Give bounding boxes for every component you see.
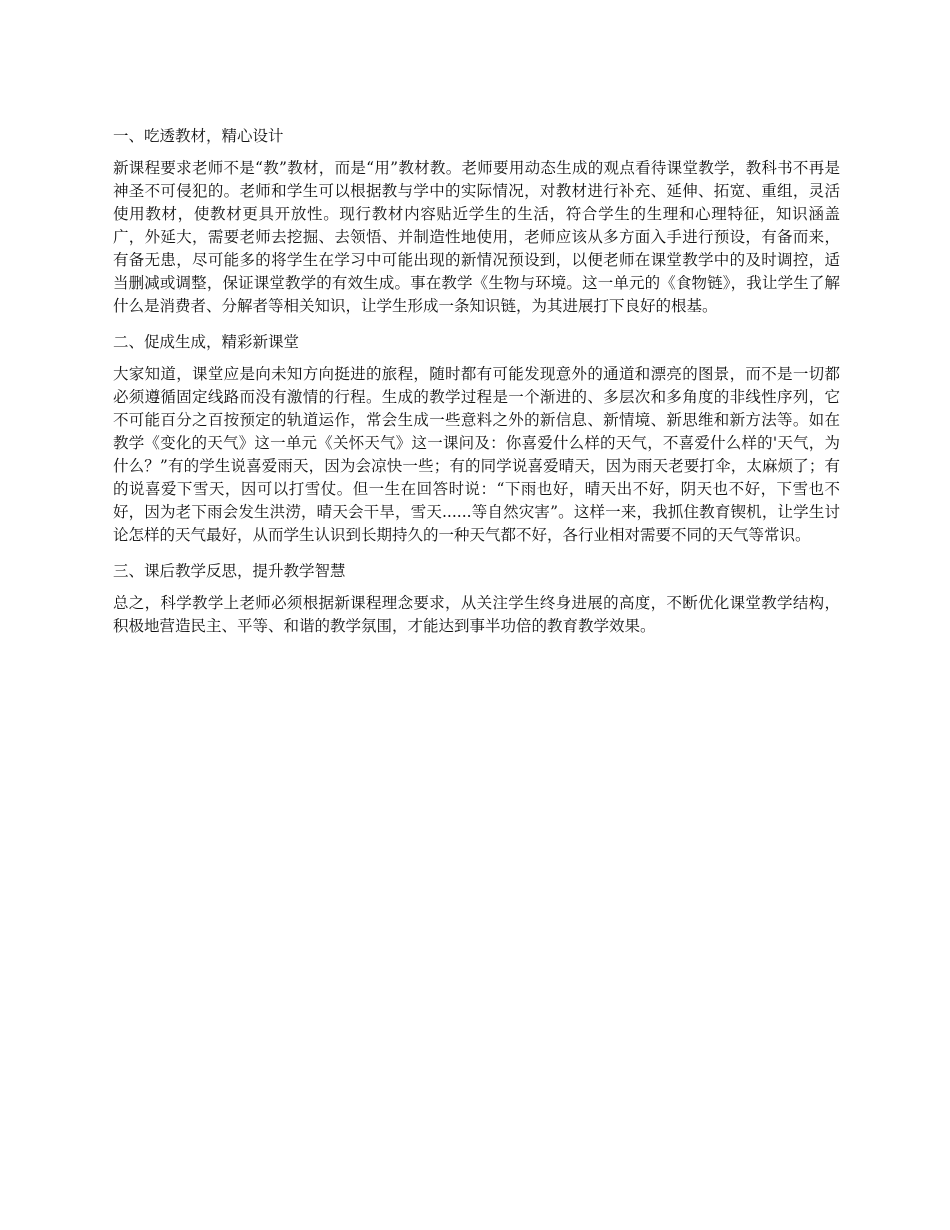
section-heading: 一、吃透教材，精心设计 <box>113 127 284 145</box>
section-paragraph: 新课程要求老师不是“教”教材，而是“用”教材教。老师要用动态生成的观点看待课堂教学，教科书不再是神圣不可侵犯的。老师和学生可以根据教与学中的实际情况，对教材进行补充、延伸、拓宽、重组，灵活使用教材，使教材更具开放性。现行教材内容贴近学生的生活，符合学生的生理和心理特征，知识涵盖广，外延大，需要老师去挖掘、去领悟、并制造性地使用，老师应该从多方面入手进行预设，有备而来，有备无患，尽可能多的将学生在学习中可能出现的新情况预设到，以便老师在课堂教学中的及时调控，适当删减或调整，保证课堂教学的有效生成。事在教学《生物与环境。这一单元的《食物链》，我让学生了解什么是消费者、分解者等相关知识，让学生形成一条知识链，为其进展打下良好的根基。 <box>113 159 840 315</box>
section-1 <box>113 125 840 318</box>
section-2 <box>113 331 840 547</box>
section-paragraph: 大家知道，课堂应是向未知方向挺进的旅程，随时都有可能发现意外的通道和漂亮的图景，而不是一切都必须遵循固定线路而没有激情的行程。生成的教学过程是一个渐进的、多层次和多角度的非线性序列，它不可能百分之百按预定的轨道运作，常会生成一些意料之外的新信息、新情境、新思维和新方法等。如在教学《变化的天气》这一单元《关怀天气》这一课问及：你喜爱什么样的天气，不喜爱什么样的'天气，为什么？”有的学生说喜爱雨天，因为会凉快一些；有的同学说喜爱晴天，因为雨天老要打伞，太麻烦了；有的说喜爱下雪天，因可以打雪仗。但一生在回答时说：“下雨也好，晴天出不好，阴天也不好，下雪也不好，因为老下雨会发生洪涝，晴天会干旱，雪天......等自然灾害”。这样一来，我抓住教育锲机，让学生讨论怎样的天气最好，从而学生认识到长期持久的一种天气都不好，各行业相对需要不同的天气等常识。 <box>113 365 840 544</box>
section-heading: 二、促成生成，精彩新课堂 <box>113 333 300 351</box>
document-body <box>113 125 840 651</box>
section-paragraph: 总之，科学教学上老师必须根据新课程理念要求，从关注学生终身进展的高度，不断优化课堂教学结构，积极地营造民主、平等、和谐的教学氛围，才能达到事半功倍的教育教学效果。 <box>113 594 840 635</box>
section-3 <box>113 560 840 638</box>
section-heading: 三、课后教学反思，提升教学智慧 <box>113 562 346 580</box>
